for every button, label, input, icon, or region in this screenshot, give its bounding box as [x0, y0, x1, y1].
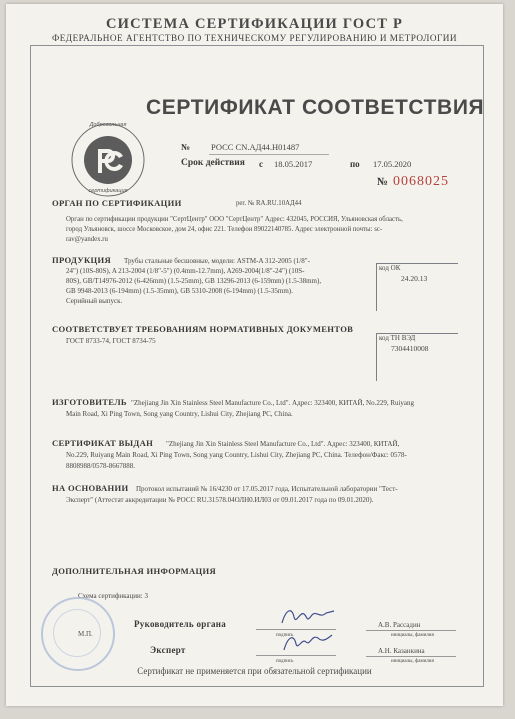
tnved-value: 7304410008	[391, 344, 429, 353]
validity-label: Срок действия	[181, 158, 245, 168]
manufacturer-heading: ИЗГОТОВИТЕЛЬ	[52, 397, 127, 407]
issued-line2: No.229, Ruiyang Main Road, Xi Ping Town, Song yang Country, Lishui City, Zhejiang PC, China. Телефон/Факс: 0578-	[66, 451, 407, 459]
expert-signature	[278, 630, 338, 652]
okp-label: код ОК	[379, 264, 401, 272]
head-label: Руководитель органа	[134, 619, 227, 629]
issued-line3: 8808988/0578-8667888.	[66, 462, 136, 470]
head-signature-caption: подпись	[276, 633, 294, 638]
certificate-title: СЕРТИФИКАТ СООТВЕТСТВИЯ	[146, 96, 485, 119]
compliance-docs: ГОСТ 8733-74, ГОСТ 8734-75	[66, 337, 156, 345]
blank-number: 0068025	[393, 174, 449, 189]
validity-from-date: 18.05.2017	[274, 159, 313, 169]
manufacturer-line1: "Zhejiang Jin Xin Stainless Steel Manufacture Co., Ltd". Адрес: 323400, КИТАЙ, No.229, Ruiyang	[131, 399, 415, 407]
product-line5: Серийный выпуск.	[66, 297, 123, 305]
validity-from-label: с	[259, 159, 263, 169]
okp-value: 24.20.13	[401, 274, 428, 283]
tnved-label: код ТН ВЭД	[379, 334, 416, 342]
agency-name: ФЕДЕРАЛЬНОЕ АГЕНТСТВО ПО ТЕХНИЧЕСКОМУ РЕГУЛИРОВАНИЮ И МЕТРОЛОГИИ	[51, 33, 458, 43]
gost-r-logo	[70, 122, 146, 198]
product-heading: ПРОДУКЦИЯ	[52, 255, 111, 265]
product-line3: 80S), GB/T14976-2012 (6-426mm) (1.5-25mm), GB 13296-2013 (6-159mm) (1.5-38mm),	[66, 277, 322, 285]
manufacturer-line2: Main Road, Xi Ping Town, Song yang Country, Lishui City, Zhejiang PC, China.	[66, 410, 293, 418]
organ-text-line1: Орган по сертификации продукции "СертЦентр" ООО "СертЦентр" Адрес: 432045, РОССИЯ, Ульяновская область,	[66, 216, 403, 223]
head-name: А.В. Рассадин	[378, 621, 421, 629]
head-name-caption: инициалы, фамилия	[391, 633, 434, 638]
validity-to-date: 17.05.2020	[373, 159, 412, 169]
cert-number-label: №	[181, 142, 191, 152]
validity-to-label: по	[350, 159, 360, 169]
logo-top-text: Добровольная	[89, 122, 127, 128]
basis-line2: Эксперт" (Аттестат аккредитации № РОСС RU.31578.04ОЛН0.ИЛ03 от 09.01.2017 года по 09.01.2020).	[66, 496, 374, 504]
system-title: СИСТЕМА СЕРТИФИКАЦИИ ГОСТ Р	[106, 16, 403, 32]
certificate-page	[6, 4, 503, 706]
organ-text-line2: город Ульяновск, шоссе Московское, дом 24, офис 221. Телефон 89022140785. Адрес электронной почты: sc-	[66, 226, 383, 233]
product-line4: GB 9948-2013 (6-194mm) (1.5-35mm), GB 5310-2008 (6-194mm) (1.5-35mm).	[66, 287, 293, 295]
product-line1: Трубы стальные бесшовные, модели: ASTM-A 312-2005 (1/8"-	[124, 257, 310, 265]
logo-bottom-text: сертификация	[88, 188, 128, 194]
organ-stamp-inner	[53, 609, 101, 657]
expert-label: Эксперт	[150, 645, 186, 655]
blank-number-label: №	[377, 176, 389, 188]
compliance-heading: СООТВЕТСТВУЕТ ТРЕБОВАНИЯМ НОРМАТИВНЫХ ДОКУМЕНТОВ	[52, 324, 354, 334]
issued-heading: СЕРТИФИКАТ ВЫДАН	[52, 438, 154, 448]
stamp-place-label: М.П.	[78, 630, 93, 638]
expert-signature-caption: подпись	[276, 659, 294, 664]
issued-line1: "Zhejiang Jin Xin Stainless Steel Manufacture Co., Ltd". Адрес: 323400, КИТАЙ,	[166, 440, 400, 448]
additional-heading: ДОПОЛНИТЕЛЬНАЯ ИНФОРМАЦИЯ	[52, 566, 217, 576]
basis-line1: Протокол испытаний № 16/4230 от 17.05.2017 года, Испытательной лаборатории "Тест-	[136, 485, 398, 493]
certification-scheme: Схема сертификации: 3	[78, 592, 148, 600]
product-line2: 24") (10S-80S), A 213-2004 (1/8"-5") (0.4mm-12.7mm), A269-2004(1/8"-24") (10S-	[66, 267, 305, 275]
basis-heading: НА ОСНОВАНИИ	[52, 483, 129, 493]
cert-number-value: РОСС CN.АД44.Н01487	[211, 142, 300, 152]
organ-heading: ОРГАН ПО СЕРТИФИКАЦИИ	[52, 198, 182, 208]
expert-name-caption: инициалы, фамилия	[391, 659, 434, 664]
expert-name: А.Н. Казанкина	[378, 647, 425, 655]
organ-reg: рег. № RA.RU.10АД44	[236, 200, 302, 207]
head-signature	[278, 605, 338, 627]
footer-note: Сертификат не применяется при обязательной сертификации	[137, 666, 372, 676]
organ-text-line3: rav@yandex.ru	[66, 236, 108, 243]
